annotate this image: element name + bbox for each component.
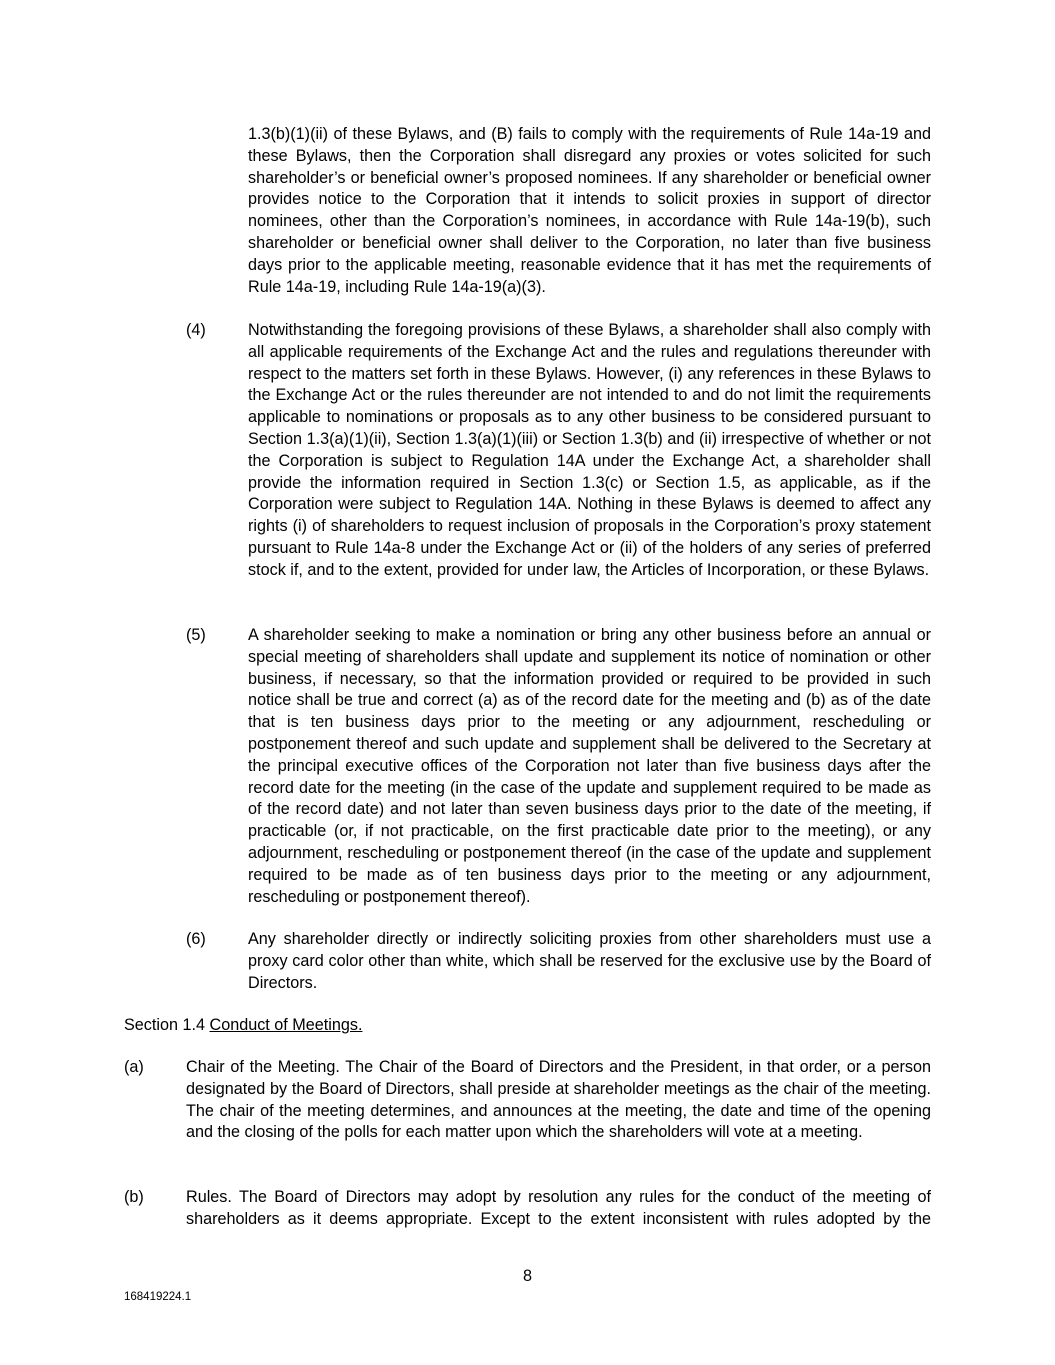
- section-heading: [124, 1015, 362, 1037]
- subsection-marker-a: (a): [124, 1058, 144, 1076]
- item-paragraph-6: Any shareholder directly or indirectly soliciting proxies from other shareholders must use a proxy card color other than white, which shall be reserved for the exclusive use by the Board of Directors.: [248, 930, 931, 992]
- item-marker-5: (5): [186, 626, 206, 644]
- subsection-paragraph-b: Rules. The Board of Directors may adopt by resolution any rules for the conduct of the meeting of shareholders as it deems appropriate. Except to the extent inconsistent with rules adopted by the: [186, 1188, 931, 1228]
- item-paragraph-4: Notwithstanding the foregoing provisions of these Bylaws, a shareholder shall also comply with all applicable requirements of the Exchange Act and the rules and regulations thereunder with respect to the matters set forth in these Bylaws. However, (i) any references in these Bylaws to the Exchange Act or the rules thereunder are not intended to and do not limit the requirements applicable to nominations or proposals as to any other business to be considered pursuant to Section 1.3(a)(1)(ii), Section 1.3(a)(1)(iii) or Section 1.3(b) and (ii) irrespective of whether or not the Corporation is subject to Regulation 14A under the Exchange Act, a shareholder shall provide the information required in Section 1.3(c) or Section 1.5, as applicable, as if the Corporation were subject to Regulation 14A. Nothing in these Bylaws is deemed to affect any rights (i) of shareholders to request inclusion of proposals in the Corporation’s proxy statement pursuant to Rule 14a-8 under the Exchange Act or (ii) of the holders of any series of preferred stock if, and to the extent, provided for under law, the Articles of Incorporation, or these Bylaws.: [248, 321, 931, 579]
- document-id: 168419224.1: [124, 1291, 192, 1303]
- page-number: 8: [522, 1267, 532, 1285]
- subsection-marker-b: (b): [124, 1188, 144, 1206]
- item-marker-6: (6): [186, 930, 206, 948]
- subsection-paragraph-a: Chair of the Meeting. The Chair of the Board of Directors and the President, in that order, or a person designated by the Board of Directors, shall preside at shareholder meetings as the chair of the meeting. The chair of the meeting determines, and announces at the meeting, the date and time of the opening and the closing of the polls for each matter upon which the shareholders will vote at a meeting.: [186, 1058, 931, 1142]
- item-marker-4: (4): [186, 321, 206, 339]
- item-paragraph-5: A shareholder seeking to make a nomination or bring any other business before an annual or special meeting of shareholders shall update and supplement its notice of nomination or other business, if necessary, so that the information provided or required to be provided in such notice shall be true and correct (a) as of the record date for the meeting and (b) as of the date that is ten business days prior to the meeting or any adjournment, rescheduling or postponement thereof and such update and supplement shall be delivered to the Secretary at the principal executive offices of the Corporation not later than five business days after the record date for the meeting (in the case of the update and supplement required to be made as of the record date) and not later than seven business days prior to the date of the meeting, if practicable (or, if not practicable, on the first practicable date prior to the meeting), or any adjournment, rescheduling or postponement thereof (in the case of the update and supplement required to be made as of ten business days prior to the meeting or any adjournment, rescheduling or postponement thereof).: [248, 626, 931, 906]
- continuation-paragraph: 1.3(b)(1)(ii) of these Bylaws, and (B) fails to comply with the requirements of Rule 14a-19 and these Bylaws, then the Corporation shall disregard any proxies or votes solicited for such shareholder’s or beneficial owner’s proposed nominees. If any shareholder or beneficial owner provides notice to the Corporation that it intends to solicit proxies in support of director nominees, other than the Corporation’s nominees, in accordance with Rule 14a-19(b), such shareholder or beneficial owner shall deliver to the Corporation, no later than five business days prior to the applicable meeting, reasonable evidence that it has met the requirements of Rule 14a-19, including Rule 14a-19(a)(3).: [248, 125, 931, 296]
- section-title: Conduct of Meetings.: [209, 1016, 363, 1034]
- section-label: Section 1.4: [124, 1016, 205, 1034]
